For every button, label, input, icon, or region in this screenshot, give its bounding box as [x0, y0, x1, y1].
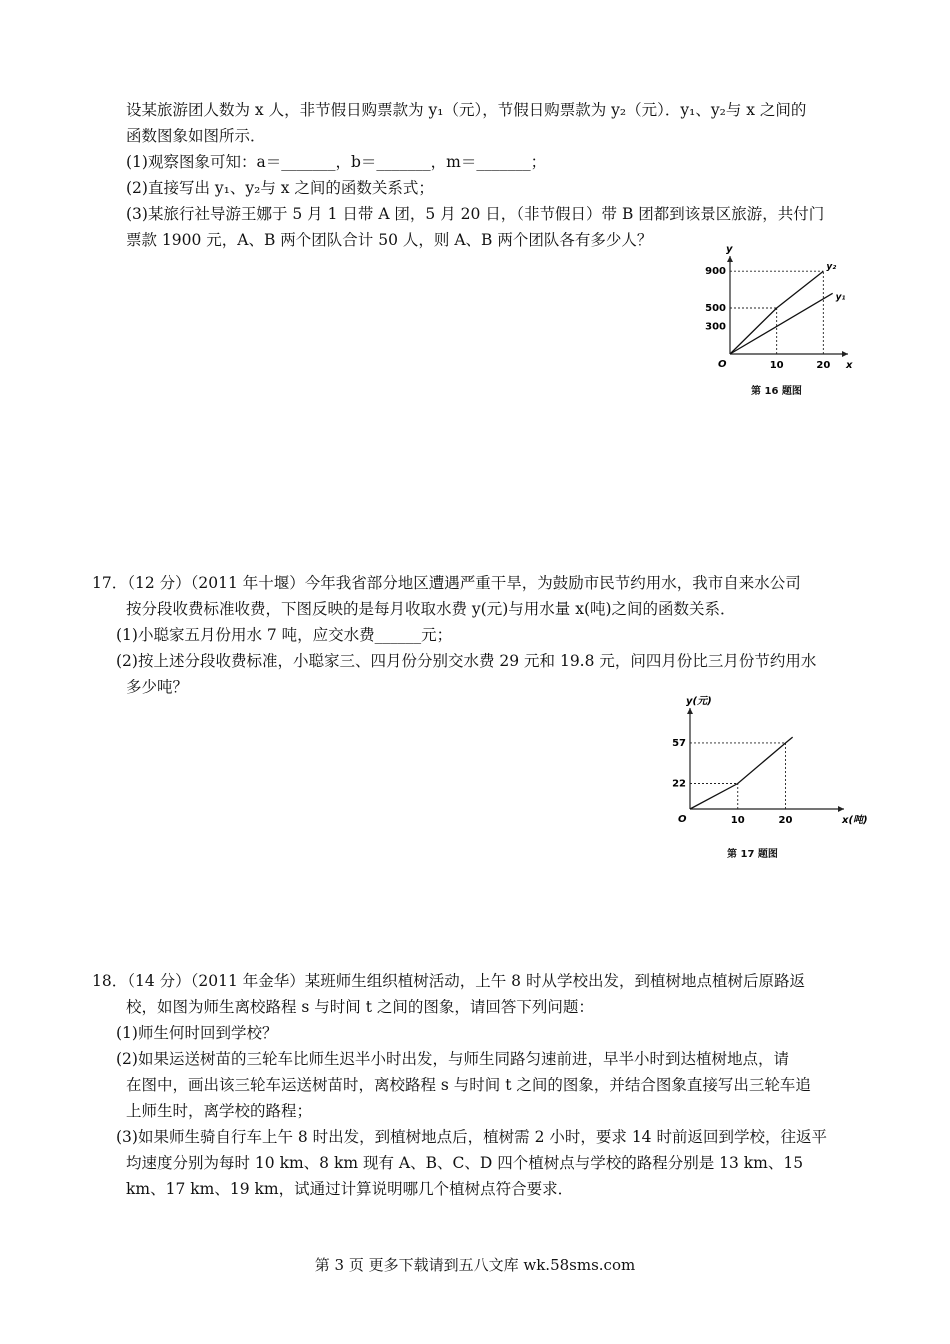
q16-intro-line1: 设某旅游团人数为 x 人，非节假日购票款为 y₁（元），节假日购票款为 y₂（元）．y₁、y₂与 x 之间的	[126, 101, 807, 119]
q17-part2-line1: (2)按上述分段收费标准，小聪家三、四月份分别交水费 29 元和 19.8 元，问四月份比三月份节约用水	[116, 652, 817, 670]
x-axis-label: x	[846, 360, 853, 371]
q18-part2-line2: 在图中，画出该三轮车运送树苗时，离校路程 s 与时间 t 之间的图象，并结合图象直接写出三轮车追	[126, 1076, 811, 1094]
y-axis-label: y	[726, 244, 733, 255]
page-footer: 第 3 页 更多下载请到五八文库 wk.58sms.com	[314, 1256, 636, 1274]
q17-part1: (1)小聪家五月份用水 7 吨，应交水费______元；	[116, 626, 453, 644]
figure-17-caption: 第 17 题图	[727, 849, 778, 860]
q17-line1: 17．（12 分）（2011 年十堰）今年我省部分地区遭遇严重干旱，为鼓励市民节约用水，我市自来水公司	[92, 574, 801, 592]
q18-block	[92, 968, 862, 1202]
q18-line1: 18．（14 分）（2011 年金华）某班师生组织植树活动，上午 8 时从学校出发，到植树地点植树后原路返	[92, 972, 805, 990]
y-tick-label: 57	[672, 737, 686, 749]
x-axis-arrow	[838, 806, 844, 812]
figure-16-caption: 第 16 题图	[751, 386, 802, 397]
x-axis-arrow	[842, 351, 848, 357]
q16-intro-line2: 函数图象如图所示．	[126, 127, 266, 145]
q18-part2-line1: (2)如果运送树苗的三轮车比师生迟半小时出发，与师生同路匀速前进，早半小时到达植树地点，请	[116, 1050, 789, 1068]
y-tick-label: 500	[705, 303, 726, 314]
q16-part3-line2: 票款 1900 元，A、B 两个团队合计 50 人，则 A、B 两个团队各有多少人？	[126, 231, 653, 249]
q16-part3-line1: (3)某旅行社导游王娜于 5 月 1 日带 A 团，5 月 20 日，（非节假日）带 B 团都到该景区旅游，共付门	[126, 205, 825, 223]
x-axis-label: x(吨)	[842, 815, 868, 826]
x-tick-label: 10	[769, 360, 784, 371]
q17-line2: 按分段收费标准收费，下图反映的是每月收取水费 y(元)与用水量 x(吨)之间的函数关系．	[126, 600, 736, 618]
series-line	[690, 737, 793, 809]
x-tick-label: 10	[730, 815, 745, 826]
x-tick-label: 20	[816, 360, 831, 371]
q18-part3-line1: (3)如果师生骑自行车上午 8 时出发，到植树地点后，植树需 2 小时，要求 14 时前返回到学校，往返平	[116, 1128, 827, 1146]
q17-block	[92, 570, 862, 700]
figure-17-chart	[660, 688, 868, 828]
y-tick-label: 900	[705, 266, 726, 278]
q17-part2-line2: 多少吨？	[126, 678, 189, 696]
q18-part2-line3: 上师生时，离学校的路程；	[126, 1102, 313, 1120]
series-label: y₂	[826, 262, 837, 273]
q18-part3-line3: km、17 km、19 km，试通过计算说明哪几个植树点符合要求．	[126, 1180, 574, 1198]
origin-label: O	[718, 359, 727, 370]
q18-line2: 校，如图为师生离校路程 s 与时间 t 之间的图象，请回答下列问题：	[126, 998, 594, 1016]
y-axis-arrow	[727, 256, 733, 262]
q16-part2: (2)直接写出 y₁、y₂与 x 之间的函数关系式；	[126, 179, 434, 197]
q18-part1: (1)师生何时回到学校？	[116, 1024, 278, 1042]
series-line	[730, 293, 833, 354]
y-axis-label: y(元)	[686, 696, 712, 707]
y-tick-label: 300	[705, 321, 726, 333]
origin-label: O	[678, 814, 687, 825]
x-tick-label: 20	[778, 815, 793, 826]
series-label: y₁	[835, 292, 846, 303]
q18-part3-line2: 均速度分别为每时 10 km、8 km 现有 A、B、C、D 四个植树点与学校的路程分别是 13 km、15	[126, 1154, 804, 1172]
figure-16-chart	[700, 246, 870, 376]
y-tick-label: 22	[672, 778, 686, 790]
q16-part1: (1)观察图象可知：a＝_______，b＝_______，m＝_______；	[126, 153, 547, 171]
y-axis-arrow	[687, 708, 693, 714]
q16-block	[126, 97, 861, 253]
